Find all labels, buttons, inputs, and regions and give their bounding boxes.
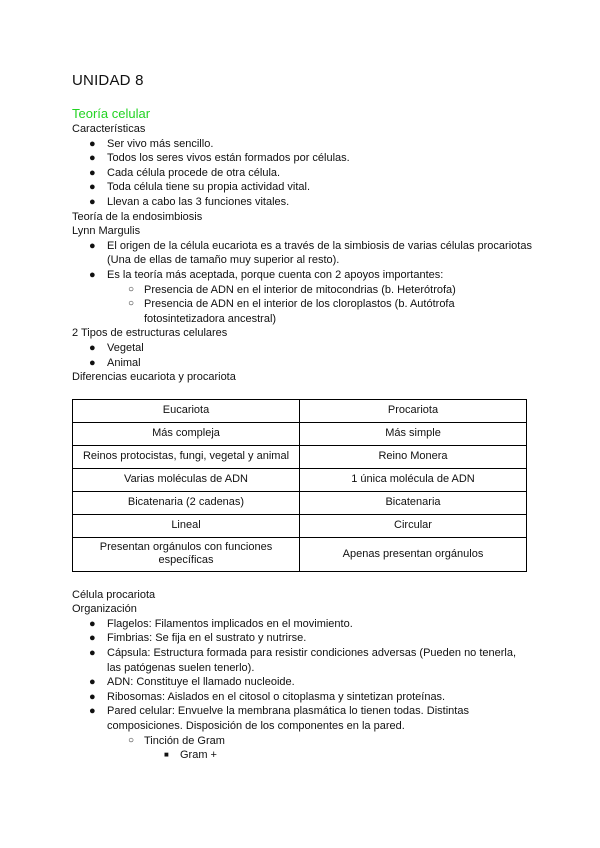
procariota-section — [72, 588, 532, 763]
list-endosimbiosis — [72, 239, 532, 327]
list-item: ● Cada célula procede de otra célula. — [89, 166, 281, 179]
table-cell: Varias moléculas de ADN — [73, 468, 300, 491]
label-diferencias: Diferencias eucariota y procariota — [72, 371, 236, 384]
label-celula-procariota: Célula procariota — [72, 588, 156, 601]
table-cell: 1 única molécula de ADN — [300, 468, 527, 491]
list-item: ● El origen de la célula eucariota es a través de la simbiosis de varias células procariotas (Una de ellas de tamaño muy superior al resto). — [89, 239, 532, 267]
table-row — [73, 491, 527, 514]
list-item: ● Animal — [89, 356, 141, 369]
table-cell: Presentan orgánulos con funciones específicas — [73, 537, 300, 571]
bullet-icon: ● — [89, 647, 96, 660]
table-cell: Circular — [300, 514, 527, 537]
bullet-icon: ● — [89, 632, 96, 645]
table-row — [73, 468, 527, 491]
table-cell: Eucariota — [73, 399, 300, 422]
bullet-icon: ● — [89, 268, 96, 281]
list-item: ● Flagelos: Filamentos implicados en el movimiento. — [89, 617, 353, 630]
bullet-icon: ● — [89, 239, 96, 252]
list-item: ● Llevan a cabo las 3 funciones vitales. — [89, 195, 290, 208]
table-row — [73, 514, 527, 537]
table-cell: Apenas presentan orgánulos — [300, 537, 527, 571]
table-cell: Lineal — [73, 514, 300, 537]
bullet-icon: ● — [89, 341, 96, 354]
table-cell: Bicatenaria (2 cadenas) — [73, 491, 300, 514]
circle-bullet-icon: ○ — [128, 298, 135, 310]
table-cell: Procariota — [300, 399, 527, 422]
list-item: ○ Presencia de ADN en el interior de los cloroplastos (b. Autótrofa fotosintetizadora ancestral) — [128, 298, 455, 325]
list-item: ● Ribosomas: Aislados en el citosol o citoplasma y sintetizan proteínas. — [89, 690, 446, 703]
list-item: ● Ser vivo más sencillo. — [89, 137, 214, 150]
list-item: ■ Gram + — [164, 749, 217, 762]
document-body — [72, 106, 532, 763]
table-cell: Bicatenaria — [300, 491, 527, 514]
list-item: ● Toda célula tiene su propia actividad vital. — [89, 181, 311, 194]
list-item: ● Pared celular: Envuelve la membrana plasmática lo tienen todas. Distintas composiciones. Disposición de los componentes en la pared. — [89, 705, 469, 733]
bullet-icon: ● — [89, 166, 96, 179]
section-heading-teoria-celular: Teoría celular — [72, 106, 151, 121]
square-bullet-icon: ■ — [164, 750, 169, 760]
comparison-table — [72, 399, 527, 572]
label-author: Lynn Margulis — [72, 225, 141, 238]
circle-bullet-icon: ○ — [128, 734, 135, 746]
bullet-icon: ● — [89, 690, 96, 703]
list-item: ● Todos los seres vivos están formados por células. — [89, 152, 350, 165]
bullet-icon: ● — [89, 705, 96, 718]
list-caracteristicas — [72, 137, 532, 210]
table-row — [73, 422, 527, 445]
table-cell: Reino Monera — [300, 445, 527, 468]
label-caracteristicas: Características — [72, 123, 146, 135]
bullet-icon: ● — [89, 195, 96, 208]
bullet-icon: ● — [89, 137, 96, 150]
bullet-icon: ● — [89, 356, 96, 369]
list-item: ○ Tinción de Gram — [128, 734, 225, 747]
list-item: ○ Presencia de ADN en el interior de mitocondrias (b. Heterótrofa) — [128, 283, 456, 296]
label-endosimbiosis: Teoría de la endosimbiosis — [72, 210, 203, 223]
list-item: ● Es la teoría más aceptada, porque cuenta con 2 apoyos importantes: — [89, 268, 444, 281]
label-tipos: 2 Tipos de estructuras celulares — [72, 327, 228, 340]
list-item: ● Vegetal — [89, 341, 144, 354]
table-row — [73, 399, 527, 422]
list-item: ● Cápsula: Estructura formada para resistir condiciones adversas (Pueden no tenerla, las patógenas suelen tenerlo). — [89, 647, 517, 674]
table-row — [73, 537, 527, 571]
list-organizacion — [72, 617, 532, 763]
bullet-icon: ● — [89, 152, 96, 165]
list-item: ● ADN: Constituye el llamado nucleoide. — [89, 676, 295, 689]
label-organizacion: Organización — [72, 603, 137, 616]
table-row — [73, 445, 527, 468]
list-tipos — [72, 341, 532, 370]
table-cell: Más compleja — [73, 422, 300, 445]
bullet-icon: ● — [89, 617, 96, 630]
list-item: ● Fimbrias: Se fija en el sustrato y nutrirse. — [89, 632, 307, 645]
bullet-icon: ● — [89, 181, 96, 194]
document-title: UNIDAD 8 — [72, 72, 144, 89]
table-cell: Reinos protocistas, fungi, vegetal y animal — [73, 445, 300, 468]
circle-bullet-icon: ○ — [128, 283, 135, 295]
bullet-icon: ● — [89, 676, 96, 689]
table-cell: Más simple — [300, 422, 527, 445]
